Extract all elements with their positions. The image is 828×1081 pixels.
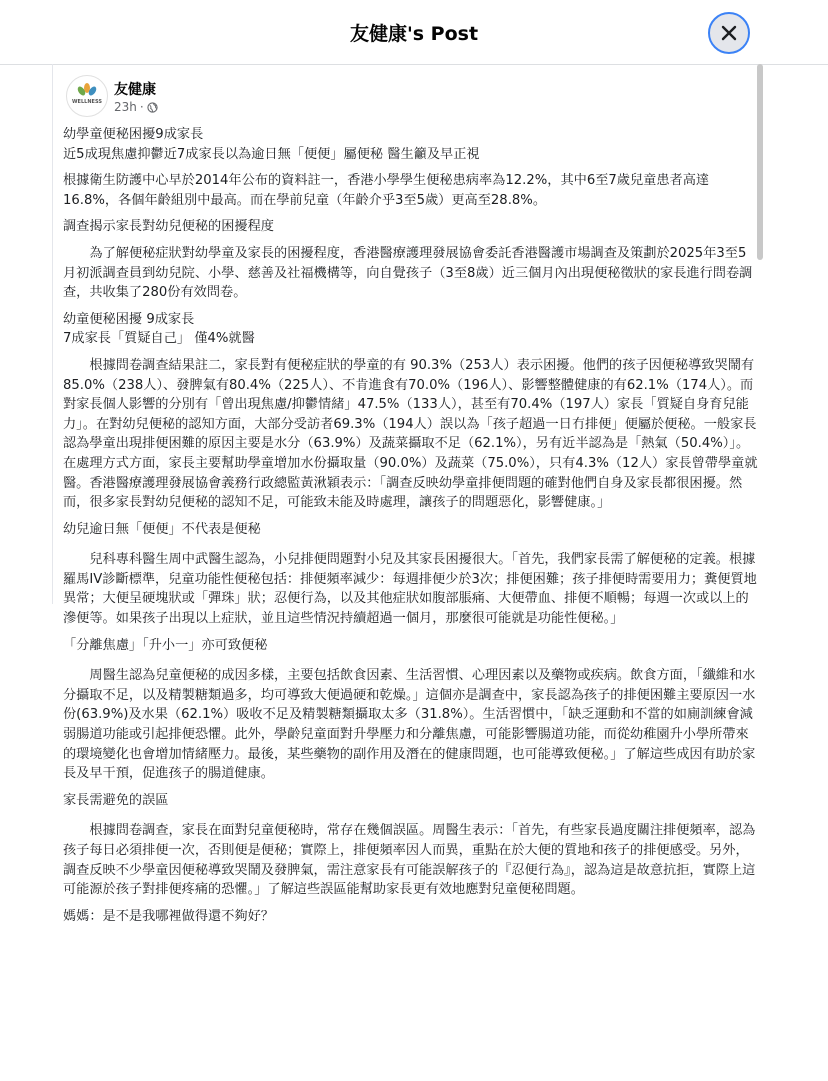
- post-author: [66, 75, 666, 121]
- page-title: 友健康's Post: [349, 23, 479, 45]
- globe-icon: [147, 102, 158, 113]
- heading-line: 幼童便秘困擾 9成家長: [63, 311, 195, 327]
- author-name[interactable]: 友健康: [114, 82, 156, 98]
- post-paragraph: 兒科專科醫生周中武醫生認為，小兒排便問題對小兒及其家長困擾很大。「首先，我們家長需了解便秘的定義。根據羅馬IV診斷標準，兒童功能性便秘包括：排便頻率減少：每週排便少於3次；排便困難；孩子排便時需要用力；糞便質地異常；大便呈硬塊狀或「彈珠」狀；忍便行為，以及其他症狀如腹部脹痛、大便帶血、排便不順暢；每週一次或以上的滲便等。如果孩子出現以上症狀，並且這些情況持續超過一個月，那麼很可能就是功能性便秘。」: [63, 552, 757, 627]
- meta-separator: ·: [139, 100, 144, 114]
- close-icon: [721, 25, 737, 41]
- section-heading: 幼兒逾日無「便便」不代表是便秘: [63, 521, 261, 537]
- post-paragraph: [63, 125, 758, 164]
- post-paragraph: 為了解便秘症狀對幼學童及家長的困擾程度，香港醫療護理發展協會委託香港醫護市場調查及策劃於2025年3至5月初派調查員到幼兒院、小學、慈善及社福機構等，向自覺孩子（3至8歲）近三個月內出現便秘徵狀的家長進行問卷調查，共收集了280份有效問卷。: [63, 245, 753, 301]
- section-heading: 調查揭示家長對幼兒便秘的困擾程度: [63, 219, 274, 235]
- post-paragraph: 根據衛生防護中心早於2014年公布的資料註一，香港小學學生便秘患病率為12.2%，其中6至7歲兒童患者高達16.8%，各個年齡組別中最高。而在學前兒童（年齡介乎3至5歲）更高至28.8%。: [63, 173, 710, 208]
- headline: 幼學童便秘困擾9成家長: [63, 127, 204, 142]
- left-divider: [52, 64, 53, 604]
- post-time[interactable]: 23h: [114, 100, 137, 114]
- subheadline: 近5成現焦慮抑鬱近7成家長以為逾日無「便便」屬便秘 醫生籲及早正視: [63, 146, 480, 162]
- heading-line: 7成家長「質疑自己」 僅4%就醫: [63, 331, 255, 347]
- wellness-logo-icon: [67, 76, 107, 116]
- post-paragraph: 根據問卷調查，家長在面對兒童便秘時，常存在幾個誤區。周醫生表示：「首先，有些家長過度關注排便頻率，認為孩子每日必須排便一次，否則便是便秘；實際上，排便頻率因人而異，重點在於大便的質地和孩子的排便感受。另外，調查反映不少學童因便秘導致哭鬧及發脾氣，需注意家長有可能誤解孩子的『忍便行為』，認為這是故意抗拒，實際上這可能源於孩子對排便疼痛的恐懼。」了解這些誤區能幫助家長更有效地應對兒童便秘問題。: [63, 823, 756, 898]
- section-heading: 「分離焦慮」「升小一」亦可致便秘: [63, 637, 268, 653]
- post-paragraph: 周醫生認為兒童便秘的成因多樣，主要包括飲食因素、生活習慣、心理因素以及藥物或疾病。飲食方面，「纖維和水分攝取不足，以及精製糖類過多，均可導致大便過硬和乾燥。」這個亦是調查中，家長認為孩子的排便困難主要原因一水份(63.9%)及水果（62.1%）吸收不足及精製糖類攝取太多（31.8%）。生活習慣中，「缺乏運動和不當的如廁訓練會減弱腸道功能或引起排便恐懼。此外，學齡兒童面對升學壓力和分離焦慮，可能影響腸道功能，而從幼稚園升小學所帶來的環境變化也會增加情緒壓力。最後，某些藥物的副作用及潛在的健康問題，也可能導致便秘。」了解這些成因有助於家長及早干預，促進孩子的腸道健康。: [63, 668, 756, 782]
- post-header: [0, 0, 828, 65]
- section-heading: 媽媽：是不是我哪裡做得還不夠好？: [63, 908, 274, 924]
- section-heading: [63, 310, 758, 349]
- close-button[interactable]: [708, 12, 750, 54]
- avatar[interactable]: [66, 75, 108, 117]
- logo-text: WELLNESS: [72, 99, 102, 105]
- post-content: [63, 125, 758, 933]
- section-heading: 家長需避免的誤區: [63, 792, 169, 808]
- post-paragraph: 根據問卷調查結果註二，家長對有便秘症狀的學童的有 90.3%（253人）表示困擾。他們的孩子因便秘導致哭鬧有85.0%（238人）、發脾氣有80.4%（225人）、不肯進食有70.0%（196人）、影響整體健康的有62.1%（174人）。而對家長個人影響的分別有「曾出現焦慮/抑鬱情緒」47.5%（133人），甚至有70.4%（197人）家長「質疑自身育兒能力」。在對幼兒便秘的認知方面，大部分受訪者69.3%（194人）誤以為「孩子超過一日冇排便」便屬於便秘。一般家長認為學童出現排便困難的原因主要是水分（63.9%）及蔬菜攝取不足（62.1%），另有近半認為是「熱氣（50.4%）」。在處理方式方面，家長主要幫助學童增加水份攝取量（90.0%）及蔬菜（75.0%），只有4.3%（12人）家長曾帶學童就醫。香港醫療護理發展協會義務行政總監黃湫穎表示：「調查反映幼學童排便問題的確對他們自身及家長都很困擾。然而，很多家長對幼兒便秘的認知不足，可能致未能及時處理，讓孩子的問題惡化，影響健康。」: [63, 357, 758, 511]
- post-meta: [114, 100, 158, 114]
